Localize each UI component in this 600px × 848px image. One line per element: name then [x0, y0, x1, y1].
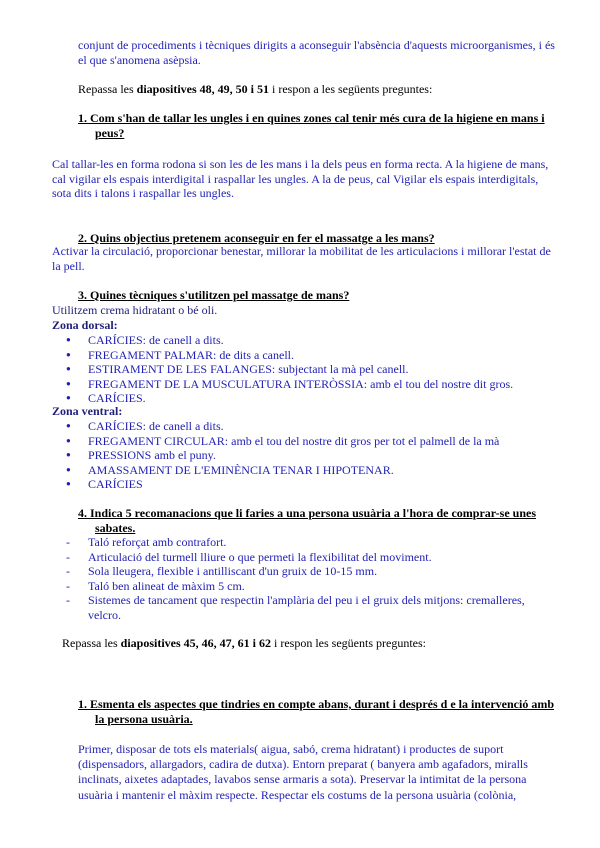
question-1-title: 1. Com s'han de tallar les ungles i en quines zones cal tenir més cura de la higiene en mans i peus? — [78, 111, 545, 140]
intro-paragraph — [78, 38, 566, 67]
shoe-recommendation-item: - Articulació del turmell lliure o que permeti la flexibilitat del moviment. — [62, 550, 560, 565]
dorsal-technique-item: ● CARÍCIES. — [52, 391, 572, 406]
ventral-technique-item: ● FREGAMENT CIRCULAR: amb el tou del nostre dit gros per tot el palmell de la mà — [52, 434, 572, 449]
question-5-title: 1. Esmenta els aspectes que tindries en compte abans, durant i després d e la intervenció amb la persona usuària. — [78, 697, 554, 726]
question-3-title: 3. Quines tècniques s'utilitzen pel massatge de mans? — [78, 288, 350, 302]
intro-line-2: el que s'anomena asèpsia. — [78, 52, 201, 67]
dorsal-technique-item: ● FREGAMENT PALMAR: de dits a canell. — [52, 348, 572, 363]
zone-dorsal-label: Zona dorsal: — [52, 318, 118, 332]
ventral-technique-item: ● CARÍCIES — [52, 477, 572, 492]
ventral-technique-list — [52, 419, 572, 492]
ventral-technique-item: ● AMASSAMENT DE L'EMINÈNCIA TENAR I HIPOTENAR. — [52, 463, 572, 478]
question-3-intro: Utilitzem crema hidratant o bé oli. — [52, 303, 218, 317]
review-instruction-2: Repassa les diapositives 45, 46, 47, 61 i 62 i respon les següents preguntes: — [62, 636, 426, 650]
dorsal-technique-item: ● FREGAMENT DE LA MUSCULATURA INTERÒSSIA: amb el tou del nostre dit gros. — [52, 377, 572, 392]
dorsal-technique-list — [52, 333, 572, 406]
ventral-technique-item: ● CARÍCIES: de canell a dits. — [52, 419, 572, 434]
dash-marker: - — [66, 593, 70, 608]
review-instruction-1: Repassa les diapositives 48, 49, 50 i 51 i respon a les següents preguntes: — [78, 82, 433, 96]
question-2-answer: Activar la circulació, proporcionar benestar, millorar la mobilitat de les articulacions i millorar l'estat de la pell. — [52, 244, 551, 273]
zone-ventral-label: Zona ventral: — [52, 404, 123, 418]
shoe-recommendation-item: - Sola lleugera, flexible i antilliscant d'un gruix de 10-15 mm. — [62, 564, 560, 579]
shoe-recommendation-item: - Taló reforçat amb contrafort. — [62, 535, 560, 550]
intro-line-1: conjunt de procediments i tècniques dirigits a aconseguir l'absència d'aquests microorganismes, i és — [78, 38, 555, 52]
shoe-recommendation-item: - Taló ben alineat de màxim 5 cm. — [62, 579, 560, 594]
dorsal-technique-item: ● CARÍCIES: de canell a dits. — [52, 333, 572, 348]
shoe-recommendation-last: - Sistemes de tancament que respectin l'amplària del peu i el gruix dels mitjons: cremalleres, velcro. — [66, 593, 525, 622]
question-5-answer: Primer, disposar de tots els materials( aigua, sabó, crema hidratant) i productes de suport (dispensadors, allargadors, cadira de dutxa). Entorn preparat ( banyera amb agafadors, miralls inclinats, aixetes adaptades, lavabos sense armaris a sota). Preservar la intimitat de la persona usuària i mantenir el màxim respecte. Respectar els costums de la persona usuària (colònia, — [78, 742, 528, 802]
ventral-technique-item: ● PRESSIONS amb el puny. — [52, 448, 572, 463]
question-4-title: 4. Indica 5 recomanacions que li faries a una persona usuària a l'hora de comprar-se unes sabates. — [78, 506, 537, 535]
question-1-answer: Cal tallar-les en forma rodona si son les de les mans i la dels peus en forma recta. A la higiene de mans, cal vigilar els espais interdigital i raspallar les ungles. A la de peus, cal Vigilar els espais interdigitals, sota dits i talons i raspallar les ungles. — [52, 157, 549, 200]
dorsal-technique-item: ● ESTIRAMENT DE LES FALANGES: subjectant la mà pel canell. — [52, 362, 572, 377]
shoe-recommendation-list — [62, 535, 560, 593]
question-2-title: 2. Quins objectius pretenem aconseguir en fer el massatge a les mans? — [78, 231, 435, 245]
question-4-recommendations — [62, 535, 560, 622]
